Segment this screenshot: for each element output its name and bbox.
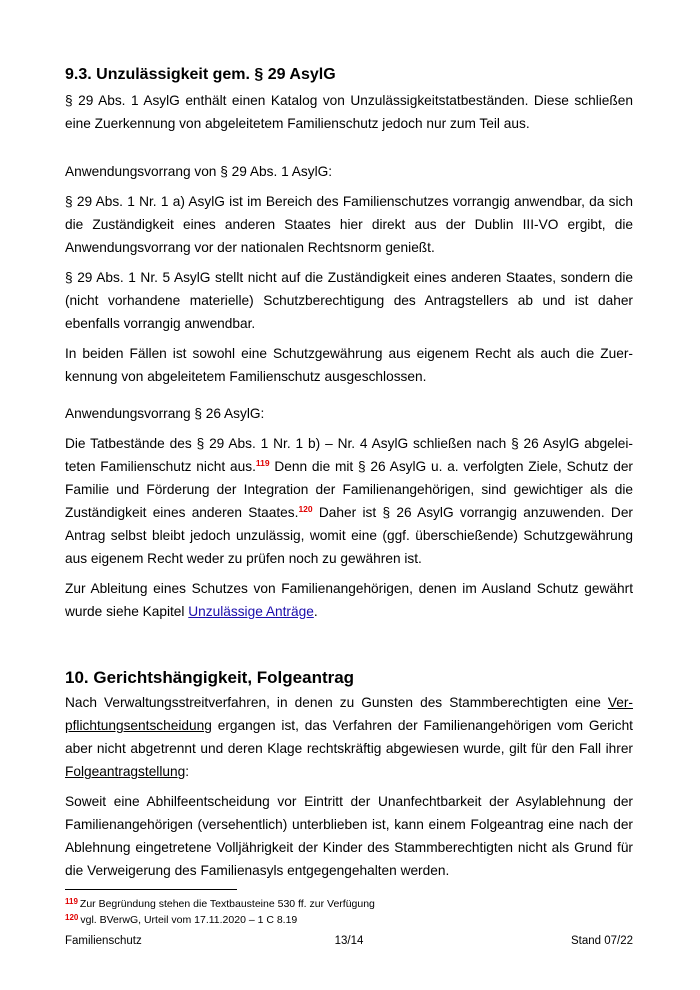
section-9-3-intro-block [65, 89, 633, 135]
subsection-26-block [65, 402, 633, 623]
footnote-separator [65, 889, 237, 890]
paragraph-ableitung [65, 577, 633, 623]
text-segment: : [185, 764, 190, 779]
footnote-number: 120 [65, 913, 79, 922]
footnote-text: Zur Begründung stehen die Textbausteine 530 ff. zur Verfügung [79, 898, 375, 910]
footnote-ref-119[interactable]: 119 [255, 458, 270, 468]
paragraph-29-nr1a: § 29 Abs. 1 Nr. 1 a) AsylG ist im Bereich des Familienschutzes vorrangig anwendbar, da sich die Zuständigkeit eines anderen Staates hier direkt aus der Dublin III-VO ergibt, die Anwendungsvorrang vor der nationalen Rechtsnorm genießt. [65, 194, 633, 255]
footer-page-number: 13/14 [334, 935, 364, 947]
footnote-text: vgl. BVerwG, Urteil vom 17.11.2020 – 1 C 8.19 [80, 914, 298, 926]
text-segment: . [313, 604, 318, 619]
footnote-number: 119 [65, 897, 78, 906]
text-segment: ergangen ist, das Verfahren der Familienangehörigen vom Gericht aber nicht abgetrennt und deren Klage rechtskräftig abgewiesen wurde, gilt für den Fall ihrer [65, 718, 633, 756]
subheading-anwendungsvorrang-26: Anwendungsvorrang § 26 AsylG: [65, 406, 265, 421]
text-segment: Nach Verwaltungsstreitverfahren, in denen zu Gunsten des Stammberechtigten eine [65, 695, 608, 710]
paragraph-beide-faelle: In beiden Fällen ist sowohl eine Schutzgewährung aus eigenem Recht als auch die Zuer-kennung von abgeleitetem Familienschutz ausgeschlossen. [65, 346, 633, 384]
paragraph-tatbestaende [65, 432, 633, 570]
section-heading-9-3: 9.3. Unzulässigkeit gem. § 29 AsylG [65, 66, 336, 83]
footnote-120 [65, 911, 633, 927]
footnote-ref-120[interactable]: 120 [298, 504, 313, 514]
section-heading-10: 10. Gerichtshängigkeit, Folgeantrag [65, 668, 355, 687]
footer-document-title: Familienschutz [65, 935, 142, 947]
underlined-term-verpflichtungsentscheidung: Ver-pflichtungsentscheidung [65, 695, 633, 733]
footer-version: Stand 07/22 [570, 935, 633, 947]
section-10-block [65, 691, 633, 882]
text-segment: Daher ist § 26 AsylG vorrangig anzuwenden. Der Antrag selbst bleibt jedoch unzulässig, womit eine (ggf. überschießende) Schutzgewährung aus eigenem Recht weder zu prüfen noch zu gewähren ist. [65, 505, 633, 566]
link-unzulaessige-antraege[interactable]: Unzulässige Anträge [188, 604, 314, 619]
subheading-anwendungsvorrang-29: Anwendungsvorrang von § 29 Abs. 1 AsylG: [65, 164, 333, 179]
paragraph-abhilfeentscheidung: Soweit eine Abhilfeentscheidung vor Eintritt der Unanfechtbarkeit der Asylablehnung der Familienangehörigen (versehentlich) unterblieben ist, kann einem Folgeantrag eine nach der Ablehnung eingetretene Volljährigkeit der Kinder des Stammberechtigten nicht als Grund für die Verweigerung des Familienasyls entgegengehalten werden. [65, 794, 633, 878]
paragraph-verwaltungsstreit [65, 691, 633, 783]
footnotes [65, 895, 633, 927]
text-segment: Die Tatbestände des § 29 Abs. 1 Nr. 1 b) – Nr. 4 AsylG schließen nach § 26 AsylG abgelei-teten Familienschutz nicht aus. [65, 436, 633, 474]
subsection-29-block [65, 160, 633, 388]
underlined-term-folgeantragstellung: Folgeantragstellung [65, 764, 186, 779]
paragraph-intro: § 29 Abs. 1 AsylG enthält einen Katalog von Unzulässigkeitstatbeständen. Diese schließen eine Zuerkennung von abgeleitetem Familienschutz jedoch nur zum Teil aus. [65, 93, 633, 131]
text-segment: Denn die mit § 26 AsylG u. a. verfolgten Ziele, Schutz der Familie und Förderung der Integration der Familienangehörigen, sind gewichtiger als die Zuständigkeit eines anderen Staates. [65, 459, 633, 520]
paragraph-29-nr5: § 29 Abs. 1 Nr. 5 AsylG stellt nicht auf die Zuständigkeit eines anderen Staates, sondern die (nicht vorhandene materielle) Schutzberechtigung des Antragstellers ab und ist daher ebenfalls vorrangig anwendbar. [65, 270, 633, 331]
footnote-119 [65, 895, 633, 911]
text-segment: Zur Ableitung eines Schutzes von Familienangehörigen, denen im Ausland Schutz gewährt wurde siehe Kapitel [65, 581, 633, 619]
